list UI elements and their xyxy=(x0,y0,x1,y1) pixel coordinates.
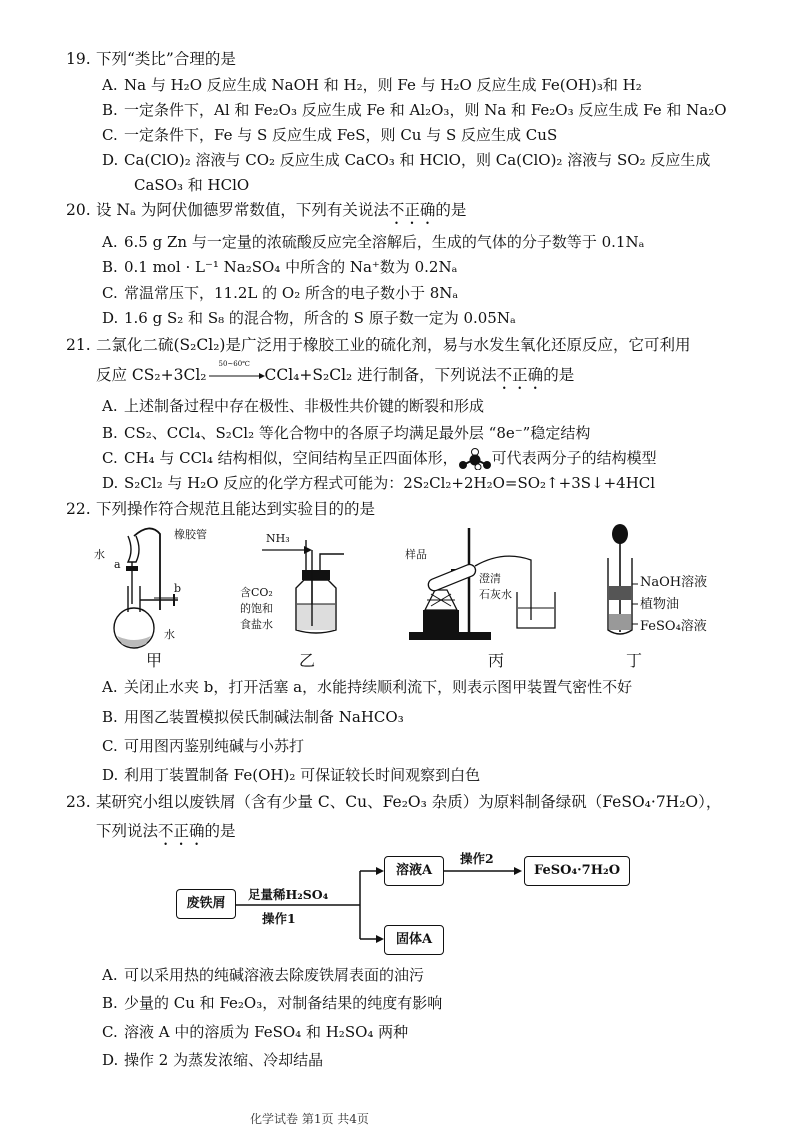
option-label: C. xyxy=(102,449,118,467)
question-text-end: 的是 xyxy=(204,822,236,840)
q21-option-b xyxy=(102,420,590,446)
label-rubber-tube: 橡胶管 xyxy=(174,528,207,541)
option-text: 关闭止水夹 b，打开活塞 a，水能持续顺利流下，则表示图甲装置气密性不好 xyxy=(124,678,633,696)
figure-ding xyxy=(600,524,730,644)
flow-box-solid-a: 固体A xyxy=(384,925,444,955)
question-text: 下列“类比”合理的是 xyxy=(96,50,236,68)
label-clear: 澄清 xyxy=(479,572,501,585)
label-limewater: 石灰水 xyxy=(479,588,512,601)
q21-option-c xyxy=(102,445,657,471)
option-label: A. xyxy=(102,76,118,94)
q21-option-d xyxy=(102,470,655,496)
flow-label-reagent: 足量稀H₂SO₄ xyxy=(248,887,329,902)
q20-option-a xyxy=(102,229,644,255)
q23-flowchart xyxy=(170,845,640,960)
reaction-condition: 50~60℃ xyxy=(218,360,251,368)
label-sample: 样品 xyxy=(405,548,427,561)
question-text: 设 Nₐ 为阿伏伽德罗常数值，下列有关说法 xyxy=(96,201,389,219)
option-text: CH₄ 与 CCl₄ 结构相似，空间结构呈正四面体形， xyxy=(124,449,458,467)
label-naoh: NaOH溶液 xyxy=(640,575,708,590)
option-text: 常温常压下，11.2L 的 O₂ 所含的电子数小于 8Nₐ xyxy=(124,284,459,302)
option-text: 上述制备过程中存在极性、非极性共价键的断裂和形成 xyxy=(124,397,485,415)
flow-label-op2: 操作2 xyxy=(460,851,494,866)
flow-label-op1: 操作1 xyxy=(262,911,296,926)
label-water: 水 xyxy=(94,548,105,561)
option-label: D. xyxy=(102,309,119,327)
option-label: A. xyxy=(102,233,118,251)
option-text: 利用丁装置制备 Fe(OH)₂ 可保证较长时间观察到白色 xyxy=(124,766,481,784)
option-text: 一定条件下，Fe 与 S 反应生成 FeS，则 Cu 与 S 反应生成 CuS xyxy=(124,126,558,144)
option-text: 少量的 Cu 和 Fe₂O₃，对制备结果的纯度有影响 xyxy=(124,994,443,1012)
question-19-stem xyxy=(66,46,236,72)
option-label: D. xyxy=(102,1051,119,1069)
flow-box-waste-iron: 废铁屑 xyxy=(176,889,236,919)
option-label: D. xyxy=(102,474,119,492)
option-text: 用图乙装置模拟侯氏制碱法制备 NaHCO₃ xyxy=(124,708,404,726)
option-text: Na 与 H₂O 反应生成 NaOH 和 H₂，则 Fe 与 H₂O 反应生成 Fe(OH)₃和 H₂ xyxy=(124,76,642,94)
question-text: 下列操作符合规范且能达到实验目的的是 xyxy=(96,500,376,518)
option-label: A. xyxy=(102,678,118,696)
option-label: B. xyxy=(102,424,118,442)
q23-option-b xyxy=(102,990,442,1016)
figure-label-yi: 乙 xyxy=(299,651,316,670)
option-label: C. xyxy=(102,1023,118,1041)
label-b: b xyxy=(174,582,182,595)
label-contains-co2: 含CO₂ xyxy=(240,586,273,599)
option-text: 溶液 A 中的溶质为 FeSO₄ 和 H₂SO₄ 两种 xyxy=(124,1023,409,1041)
option-text: Ca(ClO)₂ 溶液与 CO₂ 反应生成 CaCO₃ 和 HClO，则 Ca(ClO)₂ 溶液与 SO₂ 反应生成 xyxy=(124,151,711,169)
option-text: 6.5 g Zn 与一定量的浓硫酸反应完全溶解后，生成的气体的分子数等于 0.1Nₐ xyxy=(124,233,645,251)
question-23-stem xyxy=(66,789,721,815)
figure-bing xyxy=(405,520,565,646)
reaction-reactants: 反应 CS₂+3Cl₂ xyxy=(96,366,207,384)
emphasis-text: 不正确 xyxy=(388,201,436,219)
figure-label-jia: 甲 xyxy=(146,651,163,670)
question-21-stem xyxy=(66,332,690,358)
q19-option-d-cont: CaSO₃ 和 HClO xyxy=(134,176,250,194)
q22-option-d xyxy=(102,762,480,788)
question-text: 二氯化二硫(S₂Cl₂)是广泛用于橡胶工业的硫化剂，易与水发生氧化还原反应，它可利用 xyxy=(96,336,691,354)
option-label: A. xyxy=(102,966,118,984)
option-label: B. xyxy=(102,101,118,119)
option-text: 操作 2 为蒸发浓缩、冷却结晶 xyxy=(124,1051,324,1069)
reaction-products: CCl₄+S₂Cl₂ 进行制备，下列说法 xyxy=(264,366,497,384)
label-saturated: 的饱和 xyxy=(240,602,273,615)
option-text: 0.1 mol · L⁻¹ Na₂SO₄ 中所含的 Na⁺数为 0.2Nₐ xyxy=(124,258,458,276)
label-veg-oil: 植物油 xyxy=(640,597,680,612)
option-label: B. xyxy=(102,258,118,276)
label-nh3: NH₃ xyxy=(266,532,290,545)
q22-option-a xyxy=(102,674,632,700)
q22-option-c xyxy=(102,733,304,759)
figure-label-bing: 丙 xyxy=(488,651,505,670)
q20-option-b xyxy=(102,254,457,280)
emphasis-text: 不正确 xyxy=(158,822,205,840)
q21-option-a xyxy=(102,393,484,419)
q23-option-d xyxy=(102,1047,323,1073)
question-number: 22. xyxy=(66,500,91,518)
q19-option-b xyxy=(102,97,727,123)
question-number: 21. xyxy=(66,336,91,354)
question-20-stem xyxy=(66,197,466,228)
q23-option-a xyxy=(102,962,424,988)
label-a: a xyxy=(114,558,121,571)
option-text: CS₂、CCl₄、S₂Cl₂ 等化合物中的各原子均满足最外层 “8e⁻”稳定结构 xyxy=(124,424,591,442)
reaction-arrow xyxy=(207,360,265,383)
option-label: A. xyxy=(102,397,118,415)
q19-option-d xyxy=(102,147,710,173)
flow-box-product: FeSO₄·7H₂O xyxy=(524,856,630,886)
option-text: 1.6 g S₂ 和 S₈ 的混合物，所含的 S 原子数一定为 0.05Nₐ xyxy=(124,309,516,327)
option-text: S₂Cl₂ 与 H₂O 反应的化学方程式可能为：2S₂Cl₂+2H₂O=SO₂↑+3S↓+4HCl xyxy=(124,474,656,492)
figure-yi xyxy=(240,530,360,650)
question-number: 20. xyxy=(66,201,91,219)
label-feso4: FeSO₄溶液 xyxy=(640,619,707,634)
page-footer: 化学试卷 第1页 共4页 xyxy=(250,1112,369,1126)
q20-option-d xyxy=(102,305,516,331)
option-label: C. xyxy=(102,284,118,302)
option-label: D. xyxy=(102,151,119,169)
question-text: 某研究小组以废铁屑（含有少量 C、Cu、Fe₂O₃ 杂质）为原料制备绿矾（FeSO₄·7H₂O）， xyxy=(96,793,722,811)
figure-label-ding: 丁 xyxy=(626,651,643,670)
option-label: D. xyxy=(102,766,119,784)
option-label: B. xyxy=(102,994,118,1012)
option-text: 可以采用热的纯碱溶液去除废铁屑表面的油污 xyxy=(124,966,425,984)
question-text: 下列说法 xyxy=(96,822,159,840)
label-brine: 食盐水 xyxy=(240,618,273,631)
emphasis-text: 不正确 xyxy=(496,366,544,384)
q19-option-c xyxy=(102,122,557,148)
flow-box-solution-a: 溶液A xyxy=(384,856,444,886)
option-text-end: 可代表两分子的结构模型 xyxy=(491,449,657,467)
option-label: C. xyxy=(102,737,118,755)
question-number: 23. xyxy=(66,793,91,811)
q23-option-c xyxy=(102,1019,408,1045)
tetrahedral-molecule-model-icon xyxy=(458,448,492,470)
q22-option-b xyxy=(102,704,404,730)
question-text-end: 的是 xyxy=(435,201,467,219)
q20-option-c xyxy=(102,280,458,306)
question-text-end: 的是 xyxy=(543,366,575,384)
q21-reaction-line xyxy=(96,362,574,393)
label-water-bottom: 水 xyxy=(164,628,175,641)
apparatus-jia-drawing xyxy=(90,524,220,649)
question-22-stem xyxy=(66,496,375,522)
option-label: B. xyxy=(102,708,118,726)
option-text: 一定条件下，Al 和 Fe₂O₃ 反应生成 Fe 和 Al₂O₃，则 Na 和 Fe₂O₃ 反应生成 Fe 和 Na₂O xyxy=(124,101,727,119)
option-label: C. xyxy=(102,126,118,144)
q19-option-a xyxy=(102,72,642,98)
option-text: 可用图丙鉴别纯碱与小苏打 xyxy=(124,737,305,755)
question-number: 19. xyxy=(66,50,91,68)
